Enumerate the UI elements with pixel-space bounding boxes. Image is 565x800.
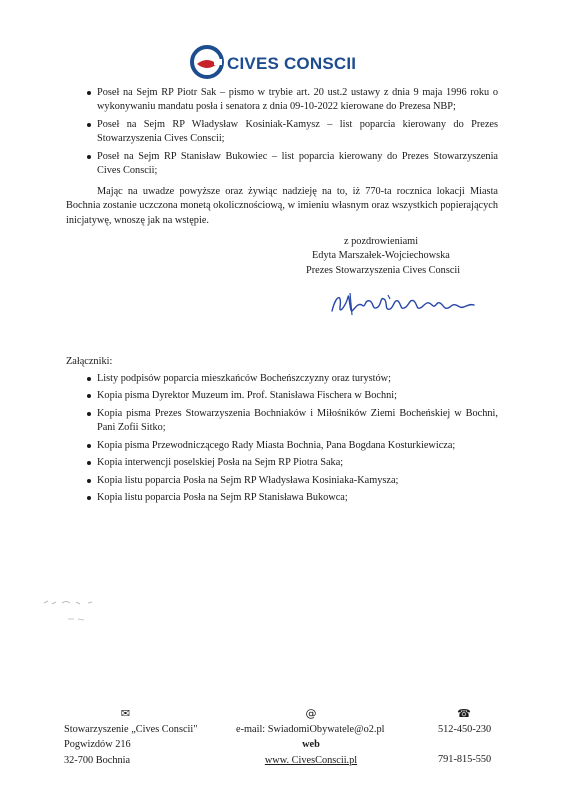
scan-artifact [66, 615, 96, 623]
postal-city: 32-700 Bochnia [64, 754, 131, 766]
list-item: Poseł na Sejm RP Władysław Kosiniak-Kamysz – list poparcia kierowany do Prezes Stowarzyszenia Cives Conscii; [66, 118, 498, 147]
list-item: Kopia pisma Prezes Stowarzyszenia Bochniaków i Miłośników Ziemi Bocheńskiej w Bochni, Pani Zofii Sitko; [66, 407, 498, 436]
handwritten-signature [328, 285, 488, 319]
brand-name: CIVES CONSCII [227, 54, 357, 73]
signatory-name: Edyta Marszałek-Wojciechowska [312, 250, 450, 262]
greeting: z pozdrowieniami [344, 236, 419, 247]
web-label: web [302, 739, 320, 750]
list-item: Listy podpisów poparcia mieszkańców Bocheńszczyzny oraz turystów; [66, 372, 498, 386]
email-address[interactable]: e-mail: SwiadomiObywatele@o2.pl [236, 723, 385, 735]
footer-contact [236, 706, 396, 768]
footer-phone [438, 706, 518, 768]
list-item: Kopia pisma Dyrektor Muzeum im. Prof. Stanisława Fischera w Bochni; [66, 389, 498, 403]
brand-logo [190, 40, 356, 84]
envelope-icon: ✉ [120, 707, 131, 720]
phone-icon: ☎ [457, 707, 471, 720]
supporters-list [66, 86, 498, 181]
signatory-title: Prezes Stowarzyszenia Cives Conscii [306, 264, 461, 276]
attachments-list [66, 372, 498, 509]
list-item: Kopia listu poparcia Posła na Sejm RP Stanisława Bukowca; [66, 491, 498, 505]
street-address: Pogwizdów 216 [64, 739, 131, 750]
attachments-title: Załączniki: [66, 356, 113, 367]
signature-block [306, 235, 460, 278]
organization-name: Stowarzyszenie „Cives Conscii" [64, 723, 198, 735]
phone-number-1[interactable]: 512-450-230 [438, 723, 492, 735]
phone-number-2[interactable]: 791-815-550 [438, 754, 492, 765]
list-item: Kopia interwencji poselskiej Posła na Sejm RP Piotra Saka; [66, 456, 498, 470]
scan-artifact [42, 597, 112, 609]
footer-address [64, 706, 234, 768]
closing-paragraph: Mając na uwadze powyższe oraz żywiąc nadzieję na to, iż 770-ta rocznica lokacji Miasta Bochnia zostanie uczczona monetą okolicznościową, w imieniu własnym oraz wszystkich popierających inicjatywę, wnoszę jak na wstępie. [66, 186, 498, 226]
at-icon: @ [305, 707, 317, 720]
website-link[interactable]: www. CivesConscii.pl [264, 754, 358, 766]
logo-emblem-icon [190, 45, 224, 79]
list-item: Kopia listu poparcia Posła na Sejm RP Władysława Kosiniaka-Kamysza; [66, 474, 498, 488]
list-item: Poseł na Sejm RP Piotr Sak – pismo w trybie art. 20 ust.2 ustawy z dnia 9 maja 1996 roku o wykonywaniu mandatu posła i senatora z dnia 09-10-2022 kierowane do Prezesa NBP; [66, 86, 498, 115]
list-item: Kopia pisma Przewodniczącego Rady Miasta Bochnia, Pana Bogdana Kosturkiewicza; [66, 439, 498, 453]
list-item: Poseł na Sejm RP Stanisław Bukowiec – list poparcia kierowany do Prezes Stowarzyszenia Cives Conscii; [66, 150, 498, 179]
